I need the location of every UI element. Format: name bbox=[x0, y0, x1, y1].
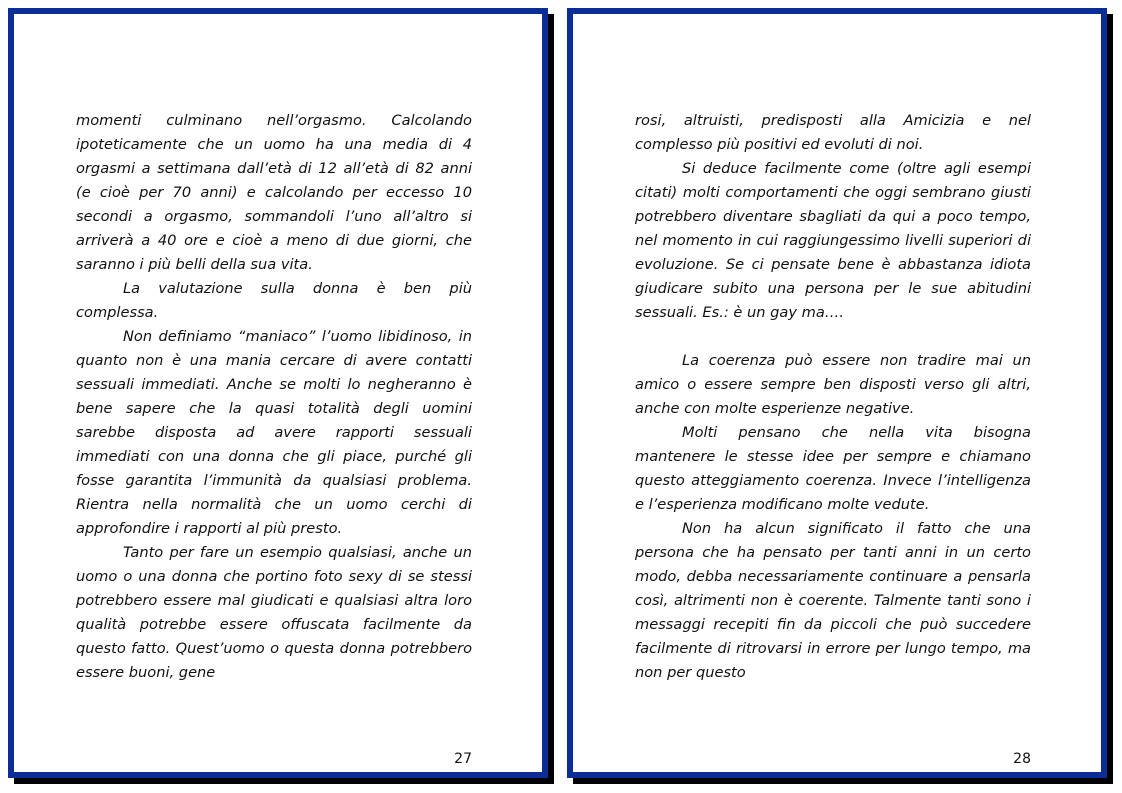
right-page-text bbox=[635, 109, 1031, 685]
left-page bbox=[8, 8, 548, 778]
left-page-text bbox=[76, 109, 472, 685]
paragraph: La coerenza può essere non tradire mai un amico o essere sempre ben disposti verso gli altri, anche con molte esperienze negative. bbox=[635, 352, 1031, 417]
page-number: 27 bbox=[454, 751, 472, 767]
paragraph: Si deduce facilmente come (oltre agli esempi citati) molti comportamenti che oggi sembrano giusti potrebbero diventare sbagliati da qui a poco tempo, nel momento in cui raggiungessimo livelli superiori di evoluzione. Se ci pensate bene è abbastanza idiota giudicare subito una persona per le sue abitudini sessuali. Es.: è un gay ma…. bbox=[635, 160, 1031, 321]
paragraph: Molti pensano che nella vita bisogna mantenere le stesse idee per sempre e chiamano questo atteggiamento coerenza. Invece l’intelligenza e l’esperienza modificano molte vedute. bbox=[635, 424, 1031, 513]
page-number: 28 bbox=[1013, 751, 1031, 767]
paragraph: Non definiamo “maniaco” l’uomo libidinoso, in quanto non è una mania cercare di avere contatti sessuali immediati. Anche se molti lo negheranno è bene sapere che la quasi totalità degli uomini sarebbe disposta ad avere rapporti sessuali immediati con una donna che gli piace, purché gli fosse garantita l’immunità da qualsiasi problema. Rientra nella normalità che un uomo cerchi di approfondire i rapporti al più presto. bbox=[76, 328, 472, 537]
right-page bbox=[567, 8, 1107, 778]
paragraph: Non ha alcun significato il fatto che una persona che ha pensato per tanti anni in un certo modo, debba necessariamente continuare a pensarla così, altrimenti non è coerente. Talmente tanti sono i messaggi recepiti fin da piccoli che può succedere facilmente di ritrovarsi in errore per lungo tempo, ma non per questo bbox=[635, 520, 1031, 681]
paragraph: rosi, altruisti, predisposti alla Amicizia e nel complesso più positivi ed evoluti di noi. bbox=[635, 112, 1031, 153]
paragraph: Tanto per fare un esempio qualsiasi, anche un uomo o una donna che portino foto sexy di se stessi potrebbero essere mal giudicati e qualsiasi altra loro qualità potrebbe essere offuscata facilmente da questo fatto. Quest’uomo o questa donna potrebbero essere buoni, gene bbox=[76, 544, 472, 681]
paragraph: momenti culminano nell’orgasmo. Calcolando ipoteticamente che un uomo ha una media di 4 orgasmi a settimana dall’età di 12 all’età di 82 anni (e cioè per 70 anni) e calcolando per eccesso 10 secondi a orgasmo, sommandoli l’uno all’altro si arriverà a 40 ore e cioè a meno di due giorni, che saranno i più belli della sua vita. bbox=[76, 112, 472, 273]
paragraph: La valutazione sulla donna è ben più complessa. bbox=[76, 280, 472, 321]
